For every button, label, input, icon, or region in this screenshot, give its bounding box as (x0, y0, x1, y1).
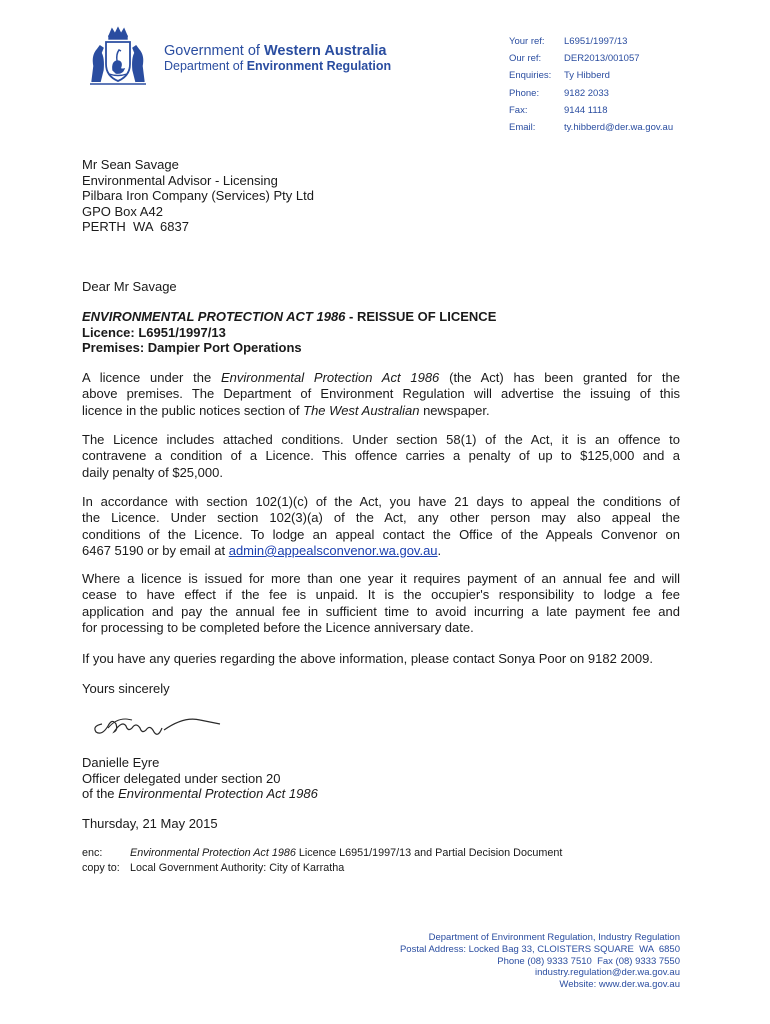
signatory-name: Danielle Eyre (82, 755, 160, 770)
subject-suffix: - REISSUE OF LICENCE (345, 309, 497, 324)
recipient-name: Mr Sean Savage (82, 157, 179, 172)
salutation: Dear Mr Savage (82, 279, 177, 294)
email-value: ty.hibberd@der.wa.gov.au (564, 122, 674, 134)
enquiries-label: Enquiries: (509, 70, 552, 82)
subject-line (82, 309, 496, 325)
p3-line-4: 6467 5190 or by email at admin@appealsconvenor.wa.gov.au. (82, 542, 442, 558)
recipient-address (82, 157, 314, 235)
enclosures-block (82, 846, 562, 876)
footer-website: Website: www.der.wa.gov.au (559, 979, 680, 991)
p1-line-3: licence in the public notices section of The West Australian newspaper. (82, 402, 490, 418)
paragraph-conditions (82, 432, 680, 481)
p3-line-3: conditions of the Licence. To lodge an appeal contact the Office of the Appeals Convenor on (82, 526, 680, 542)
footer-phone-fax: Phone (08) 9333 7510 Fax (08) 9333 7550 (497, 955, 680, 967)
email-label: Email: (509, 122, 536, 134)
subject-premises: Premises: Dampier Port Operations (82, 340, 302, 356)
appeals-email-link[interactable]: admin@appealsconvenor.wa.gov.au (228, 542, 438, 558)
phone-value: 9182 2033 (564, 87, 609, 99)
subject-licence: Licence: L6951/1997/13 (82, 324, 226, 340)
our-ref-label: Our ref: (509, 53, 542, 65)
your-ref-label: Your ref: (509, 36, 545, 48)
p3-line-1: In accordance with section 102(1)(c) of the Act, you have 21 days to appeal the conditions of (82, 494, 680, 509)
p2-line-2: contravene a condition of a Licence. This offence carries a penalty of up to $125,000 and a (82, 448, 680, 464)
paragraph-annual-fee (82, 571, 680, 636)
recipient-company: Pilbara Iron Company (Services) Pty Ltd (82, 188, 314, 204)
paragraph-queries: If you have any queries regarding the above information, please contact Sonya Poor on 9182 2009. (82, 651, 653, 666)
footer-postal-address: Postal Address: Locked Bag 33, CLOISTERS SQUARE WA 6850 (399, 943, 680, 955)
p4-line-3: application and pay the annual fee in sufficient time to avoid incurring a late payment fee and (82, 603, 680, 619)
your-ref-row (509, 33, 673, 50)
p4-line-2: cease to have effect if the fee is unpaid. It is the occupier's responsibility to lodge a fee (82, 587, 680, 603)
enc-act: Environmental Protection Act 1986 (130, 847, 296, 859)
paragraph-licence-granted (82, 370, 680, 419)
our-ref-value: DER2013/001057 (564, 53, 640, 65)
signatory-act: of the Environmental Protection Act 1986 (82, 786, 318, 802)
p4-line-4: for processing to be completed before the Licence anniversary date. (82, 619, 474, 635)
government-title: Government of Western Australia (164, 43, 387, 59)
p1-line-2: above premises. The Department of Environment Regulation will advertise the issuing of this (82, 386, 680, 402)
phone-row (509, 85, 673, 102)
p2-line-1: The Licence includes attached conditions. Under section 58(1) of the Act, it is an offence to (82, 432, 680, 447)
our-ref-row (509, 50, 673, 67)
paragraph-appeal (82, 494, 680, 559)
signatory-block (82, 755, 318, 802)
fax-row (509, 102, 673, 119)
reference-block (509, 33, 673, 136)
department-title: Department of Environment Regulation (164, 59, 392, 73)
enc-rest: Licence L6951/1997/13 and Partial Decision Document (295, 847, 563, 859)
subject-block (82, 309, 496, 356)
copy-to-label: copy to: (82, 862, 120, 874)
fax-value: 9144 1118 (564, 104, 608, 116)
copy-to-value: Local Government Authority: City of Karratha (130, 862, 345, 874)
copy-to-line (82, 861, 562, 876)
p1-line-1: A licence under the Environmental Protection Act 1986 (the Act) has been granted for the (82, 370, 680, 385)
phone-label: Phone: (509, 87, 540, 99)
handwritten-signature (88, 712, 223, 740)
closing: Yours sincerely (82, 681, 170, 696)
enquiries-row (509, 67, 673, 84)
footer-email: industry.regulation@der.wa.gov.au (534, 967, 680, 979)
subject-act: ENVIRONMENTAL PROTECTION ACT 1986 (82, 309, 346, 324)
enclosure-line (82, 846, 562, 861)
email-row (509, 119, 673, 136)
wa-coat-of-arms-logo (82, 26, 154, 88)
p2-line-3: daily penalty of $25,000. (82, 464, 223, 480)
recipient-title: Environmental Advisor - Licensing (82, 172, 278, 188)
p3-line-2: the Licence. Under section 102(3)(a) of the Act, any other person may also appeal the (82, 510, 680, 526)
footer-department: Department of Environment Regulation, Industry Regulation (428, 932, 680, 943)
enc-label: enc: (82, 847, 103, 859)
enquiries-value: Ty Hibberd (564, 70, 610, 82)
footer-contact (400, 932, 680, 991)
your-ref-value: L6951/1997/13 (564, 36, 628, 48)
letter-date: Thursday, 21 May 2015 (82, 816, 218, 831)
signatory-role: Officer delegated under section 20 (82, 770, 281, 786)
p4-line-1: Where a licence is issued for more than one year it requires payment of an annual fee and will (82, 571, 680, 586)
recipient-city: PERTH WA 6837 (82, 219, 189, 235)
fax-label: Fax: (509, 104, 528, 116)
recipient-box: GPO Box A42 (82, 203, 163, 219)
